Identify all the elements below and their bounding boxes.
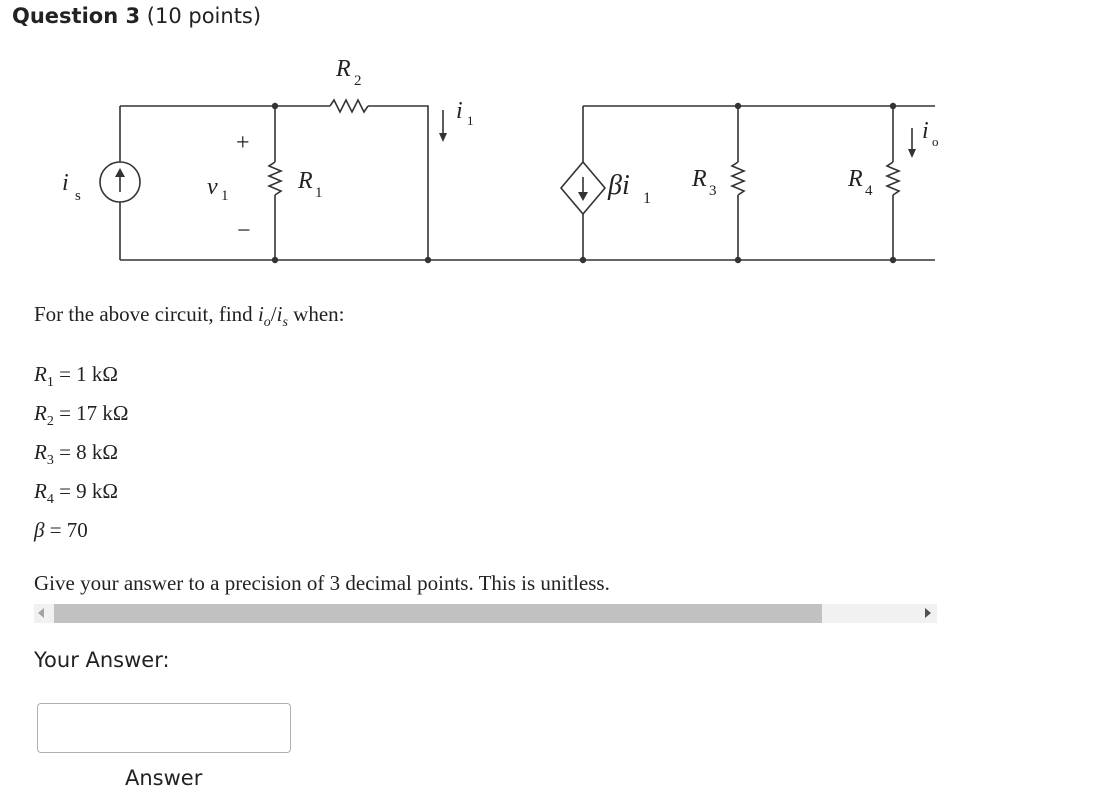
question-prompt bbox=[34, 302, 345, 331]
given-r2: $R_2 = 17$ kΩ bbox=[34, 401, 129, 430]
r4-resistor bbox=[887, 162, 899, 195]
r1-sub: 1 bbox=[315, 185, 323, 201]
prompt-numerator: i bbox=[257, 302, 264, 326]
i1-sub: 1 bbox=[467, 113, 474, 128]
dep-sub: 1 bbox=[643, 190, 651, 207]
scroll-left-icon[interactable] bbox=[38, 608, 44, 618]
prompt-numerator-sub: o bbox=[263, 315, 271, 331]
dep-label: βi bbox=[608, 170, 630, 201]
question-title: Question 3 bbox=[12, 4, 141, 28]
v1-sub: 1 bbox=[221, 188, 229, 204]
given-r1: $R_1 = 1$ kΩ bbox=[34, 362, 119, 391]
i1-label: i bbox=[456, 98, 463, 124]
r3-sub: 3 bbox=[709, 183, 717, 199]
prompt-denominator-sub: s bbox=[282, 315, 288, 331]
question-points: (10 points) bbox=[146, 4, 262, 28]
is-label: i bbox=[62, 170, 69, 196]
answer-caption: Answer bbox=[125, 766, 203, 790]
i1-arrow-icon bbox=[439, 133, 447, 142]
io-arrow-icon bbox=[908, 149, 916, 158]
prompt-slash: / bbox=[270, 302, 277, 326]
r2-resistor bbox=[330, 100, 368, 112]
prompt-suffix: when: bbox=[287, 302, 345, 326]
r2-label: R bbox=[336, 56, 351, 82]
io-label: i bbox=[922, 118, 929, 144]
answer-input[interactable] bbox=[37, 703, 291, 753]
scroll-right-icon[interactable] bbox=[925, 608, 931, 618]
precision-instruction: Give your answer to a precision of 3 decimal points. This is unitless. bbox=[34, 571, 610, 595]
your-answer-label: Your Answer: bbox=[34, 648, 170, 672]
given-r3: $R_3 = 8$ kΩ bbox=[34, 440, 119, 469]
plus-label: + bbox=[236, 130, 250, 156]
circuit-diagram bbox=[0, 40, 960, 280]
is-sub: s bbox=[75, 188, 81, 204]
r4-label: R bbox=[848, 166, 863, 192]
r3-resistor bbox=[732, 162, 744, 195]
horizontal-scrollbar[interactable] bbox=[34, 604, 937, 623]
io-sub: o bbox=[932, 134, 939, 149]
minus-label: − bbox=[237, 218, 251, 244]
v1-label: v bbox=[207, 174, 218, 200]
r3-label: R bbox=[692, 166, 707, 192]
r1-label: R bbox=[298, 168, 313, 194]
question-header bbox=[12, 4, 261, 28]
given-beta: β = 70 bbox=[34, 518, 88, 542]
scrollbar-thumb[interactable] bbox=[54, 604, 822, 623]
prompt-denominator: i bbox=[276, 302, 283, 326]
r2-sub: 2 bbox=[354, 73, 362, 89]
r4-sub: 4 bbox=[865, 183, 873, 199]
prompt-prefix: For the above circuit, find bbox=[34, 302, 258, 326]
given-r4: $R_4 = 9$ kΩ bbox=[34, 479, 119, 508]
r1-resistor bbox=[269, 162, 281, 195]
